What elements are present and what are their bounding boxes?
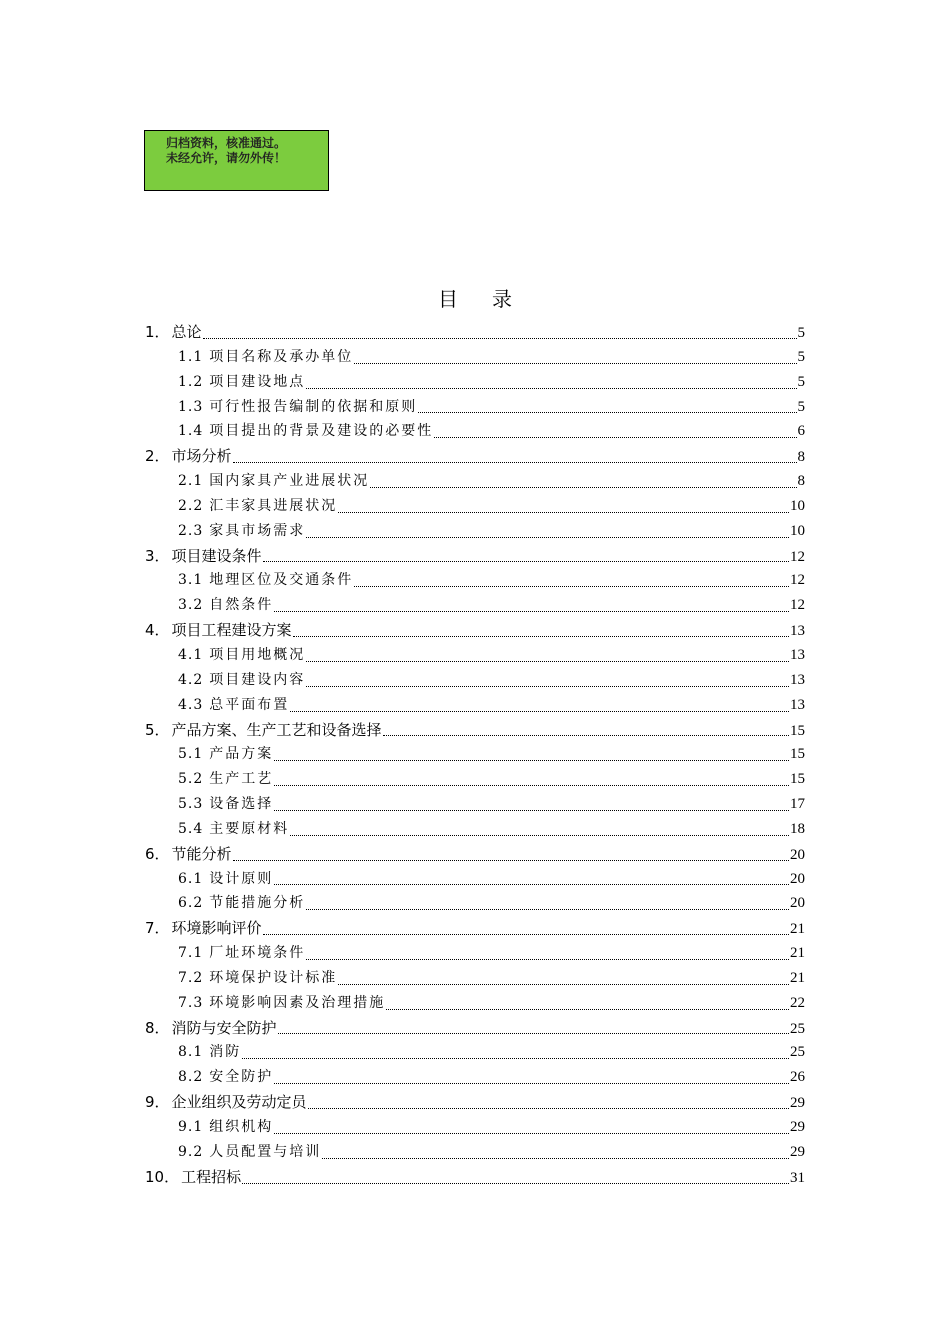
toc-chapter-entry[interactable]: [145, 1016, 805, 1041]
toc-entry-number: 3.2: [178, 597, 204, 614]
toc-entry-label: 产品方案、生产工艺和设备选择: [171, 720, 382, 739]
toc-section-entry[interactable]: [145, 1115, 805, 1140]
toc-entry-number: 9．: [145, 1093, 170, 1112]
toc-dot-leader: [274, 598, 789, 612]
toc-section-entry[interactable]: [145, 1140, 805, 1165]
toc-entry-label: 安全防护: [209, 1069, 274, 1086]
toc-entry-page: 25: [790, 1044, 805, 1061]
toc-entry-page: 13: [790, 696, 805, 713]
toc-entry-page: 10: [790, 522, 805, 539]
toc-dot-leader: [263, 921, 789, 935]
toc-dot-leader: [338, 971, 789, 985]
toc-entry-number: 4.2: [178, 671, 204, 688]
toc-entry-number: 2.2: [178, 497, 204, 514]
toc-entry-page: 12: [790, 597, 805, 614]
toc-entry-number: 8.2: [178, 1069, 204, 1086]
toc-section-entry[interactable]: [145, 494, 805, 519]
toc-entry-label: 项目名称及承办单位: [209, 348, 354, 365]
toc-entry-number: 5．: [145, 720, 170, 739]
toc-entry-label: 节能分析: [171, 844, 232, 863]
toc-entry-page: 25: [790, 1020, 805, 1037]
toc-entry-number: 9.2: [178, 1143, 204, 1160]
toc-entry-number: 8．: [145, 1018, 170, 1037]
toc-dot-leader: [306, 946, 789, 960]
toc-entry-number: 7.3: [178, 994, 204, 1011]
toc-entry-number: 2.1: [178, 473, 204, 490]
toc-entry-label: 环境保护设计标准: [209, 969, 338, 986]
toc-entry-label: 家具市场需求: [209, 522, 306, 539]
toc-entry-label: 国内家具产业进展状况: [209, 473, 370, 490]
toc-entry-label: 自然条件: [209, 597, 274, 614]
toc-chapter-entry[interactable]: [145, 1090, 805, 1115]
toc-entry-page: 15: [790, 722, 805, 739]
toc-entry-label: 企业组织及劳动定员: [171, 1093, 307, 1112]
toc-dot-leader: [233, 847, 789, 861]
toc-entry-number: 7.2: [178, 969, 204, 986]
toc-entry-page: 8: [797, 473, 805, 490]
toc-entry-number: 3.1: [178, 572, 204, 589]
toc-entry-label: 主要原材料: [209, 820, 290, 837]
toc-entry-page: 6: [797, 423, 805, 440]
toc-entry-number: 1.3: [178, 398, 204, 415]
toc-dot-leader: [386, 996, 789, 1010]
toc-section-entry[interactable]: [145, 792, 805, 817]
toc-dot-leader: [274, 797, 789, 811]
toc-entry-number: 5.3: [178, 796, 204, 813]
toc-dot-leader: [290, 698, 789, 712]
toc-entry-page: 21: [790, 969, 805, 986]
toc-dot-leader: [418, 399, 796, 413]
toc-entry-page: 13: [790, 623, 805, 640]
toc-section-entry[interactable]: [145, 941, 805, 966]
toc-dot-leader: [306, 896, 789, 910]
toc-entry-number: 5.1: [178, 746, 204, 763]
toc-entry-number: 3．: [145, 546, 170, 565]
toc-dot-leader: [274, 871, 789, 885]
toc-entry-page: 5: [797, 348, 805, 365]
toc-section-entry[interactable]: [145, 395, 805, 420]
toc-entry-number: 4．: [145, 621, 170, 640]
toc-entry-number: 4.1: [178, 646, 204, 663]
toc-section-entry[interactable]: [145, 817, 805, 842]
toc-entry-page: 15: [790, 746, 805, 763]
toc-entry-page: 21: [790, 921, 805, 938]
toc-dot-leader: [274, 1070, 789, 1084]
toc-entry-label: 设计原则: [209, 870, 274, 887]
toc-section-entry[interactable]: [145, 519, 805, 544]
toc-entry-page: 29: [790, 1119, 805, 1135]
toc-entry-label: 汇丰家具进展状况: [209, 497, 338, 514]
toc-dot-leader: [203, 325, 797, 339]
toc-dot-leader: [242, 1045, 789, 1059]
toc-entry-page: 18: [790, 820, 805, 837]
toc-entry-number: 2．: [145, 447, 170, 466]
toc-title-left: 目: [438, 287, 458, 311]
archive-stamp: [144, 130, 329, 191]
toc-section-entry[interactable]: [145, 593, 805, 618]
toc-chapter-entry[interactable]: [145, 1165, 805, 1190]
toc-section-entry[interactable]: [145, 767, 805, 792]
toc-section-entry[interactable]: [145, 345, 805, 370]
toc-entry-label: 市场分析: [171, 447, 232, 466]
toc-entry-page: 17: [790, 796, 805, 813]
toc-dot-leader: [306, 375, 796, 389]
toc-entry-page: 13: [790, 646, 805, 663]
toc-entry-page: 22: [790, 994, 805, 1011]
toc-entry-label: 可行性报告编制的依据和原则: [209, 398, 418, 415]
toc-section-entry[interactable]: [145, 742, 805, 767]
toc-entry-page: 12: [790, 572, 805, 589]
toc-entry-label: 总论: [171, 323, 202, 341]
toc-entry-number: 4.3: [178, 696, 204, 713]
toc-entry-label: 项目建设条件: [171, 546, 262, 565]
toc-entry-number: 9.1: [178, 1119, 204, 1135]
toc-title-right: 录: [492, 287, 512, 311]
toc-entry-number: 2.3: [178, 522, 204, 539]
toc-entry-number: 1.2: [178, 373, 204, 390]
toc-entry-label: 生产工艺: [209, 771, 274, 788]
toc-dot-leader: [278, 1020, 789, 1034]
toc-dot-leader: [354, 573, 789, 587]
toc-chapter-entry[interactable]: [145, 718, 805, 743]
toc-entry-page: 20: [790, 895, 805, 912]
toc-dot-leader: [306, 673, 789, 687]
toc-entry-number: 6.1: [178, 870, 204, 887]
toc-chapter-entry[interactable]: [145, 618, 805, 643]
toc-entry-label: 项目工程建设方案: [171, 621, 292, 640]
toc-chapter-entry[interactable]: [145, 544, 805, 569]
toc-dot-leader: [233, 449, 797, 463]
toc-section-entry[interactable]: [145, 419, 805, 444]
toc-chapter-entry[interactable]: [145, 444, 805, 469]
toc-entry-label: 节能措施分析: [209, 895, 306, 912]
toc-section-entry[interactable]: [145, 693, 805, 718]
toc-entry-page: 29: [790, 1143, 805, 1160]
toc-entry-label: 消防与安全防护: [171, 1018, 277, 1037]
toc-entry-label: 项目建设地点: [209, 373, 306, 390]
toc-entry-page: 5: [797, 398, 805, 415]
toc-entry-page: 10: [790, 497, 805, 514]
toc-entry-page: 8: [797, 449, 805, 466]
toc-dot-leader: [274, 772, 789, 786]
toc-entry-label: 总平面布置: [209, 696, 290, 713]
toc-dot-leader: [370, 474, 796, 488]
toc-entry-page: 26: [790, 1069, 805, 1086]
stamp-line-2: 未经允许，请勿外传！: [166, 151, 287, 165]
toc-dot-leader: [306, 648, 789, 662]
toc-title: [0, 283, 950, 312]
toc-chapter-entry[interactable]: [145, 320, 805, 345]
toc-dot-leader: [293, 623, 789, 637]
toc-section-entry[interactable]: [145, 991, 805, 1016]
toc-dot-leader: [306, 524, 789, 538]
toc-entry-number: 5.4: [178, 820, 204, 837]
toc-entry-page: 15: [790, 771, 805, 788]
toc-entry-label: 项目提出的背景及建设的必要性: [209, 423, 434, 440]
toc-dot-leader: [308, 1095, 789, 1109]
toc-dot-leader: [290, 822, 789, 836]
table-of-contents: [145, 320, 805, 1190]
toc-entry-label: 环境影响因素及治理措施: [209, 994, 386, 1011]
toc-entry-page: 12: [790, 548, 805, 565]
toc-dot-leader: [354, 350, 796, 364]
toc-entry-label: 厂址环境条件: [209, 945, 306, 962]
toc-dot-leader: [322, 1145, 789, 1159]
toc-entry-number: 6．: [145, 844, 170, 863]
toc-entry-number: 7.1: [178, 945, 204, 962]
toc-entry-number: 1.4: [178, 423, 204, 440]
toc-entry-label: 工程招标: [181, 1167, 242, 1186]
toc-entry-number: 1．: [145, 323, 170, 341]
toc-entry-page: 5: [797, 373, 805, 390]
toc-entry-label: 地理区位及交通条件: [209, 572, 354, 589]
toc-section-entry[interactable]: [145, 867, 805, 892]
toc-dot-leader: [274, 747, 789, 761]
toc-dot-leader: [383, 722, 789, 736]
toc-entry-page: 5: [797, 325, 805, 341]
toc-entry-number: 8.1: [178, 1044, 204, 1061]
toc-entry-number: 1.1: [178, 348, 204, 365]
toc-section-entry[interactable]: [145, 643, 805, 668]
toc-entry-page: 20: [790, 846, 805, 863]
toc-entry-label: 产品方案: [209, 746, 274, 763]
toc-section-entry[interactable]: [145, 370, 805, 395]
toc-section-entry[interactable]: [145, 668, 805, 693]
toc-dot-leader: [263, 548, 789, 562]
toc-entry-label: 组织机构: [209, 1119, 274, 1135]
toc-dot-leader: [274, 1120, 789, 1134]
toc-entry-label: 消防: [209, 1044, 242, 1061]
toc-section-entry[interactable]: [145, 966, 805, 991]
toc-entry-label: 设备选择: [209, 796, 274, 813]
toc-dot-leader: [338, 499, 789, 513]
toc-dot-leader: [242, 1170, 789, 1184]
toc-entry-number: 6.2: [178, 895, 204, 912]
toc-entry-label: 项目用地概况: [209, 646, 306, 663]
stamp-line-1: 归档资料，核准通过。: [166, 136, 287, 150]
toc-section-entry[interactable]: [145, 568, 805, 593]
toc-entry-number: 5.2: [178, 771, 204, 788]
toc-section-entry[interactable]: [145, 1065, 805, 1090]
toc-entry-page: 29: [790, 1095, 805, 1112]
toc-dot-leader: [434, 424, 796, 438]
toc-section-entry[interactable]: [145, 891, 805, 916]
toc-entry-page: 13: [790, 671, 805, 688]
toc-entry-label: 项目建设内容: [209, 671, 306, 688]
toc-entry-page: 20: [790, 870, 805, 887]
toc-section-entry[interactable]: [145, 1040, 805, 1065]
toc-entry-label: 环境影响评价: [171, 919, 262, 938]
toc-entry-page: 31: [790, 1169, 805, 1186]
toc-chapter-entry[interactable]: [145, 842, 805, 867]
toc-entry-number: 7．: [145, 919, 170, 938]
toc-chapter-entry[interactable]: [145, 916, 805, 941]
toc-entry-page: 21: [790, 945, 805, 962]
toc-entry-label: 人员配置与培训: [209, 1143, 322, 1160]
toc-section-entry[interactable]: [145, 469, 805, 494]
toc-entry-number: 10．: [145, 1167, 180, 1186]
